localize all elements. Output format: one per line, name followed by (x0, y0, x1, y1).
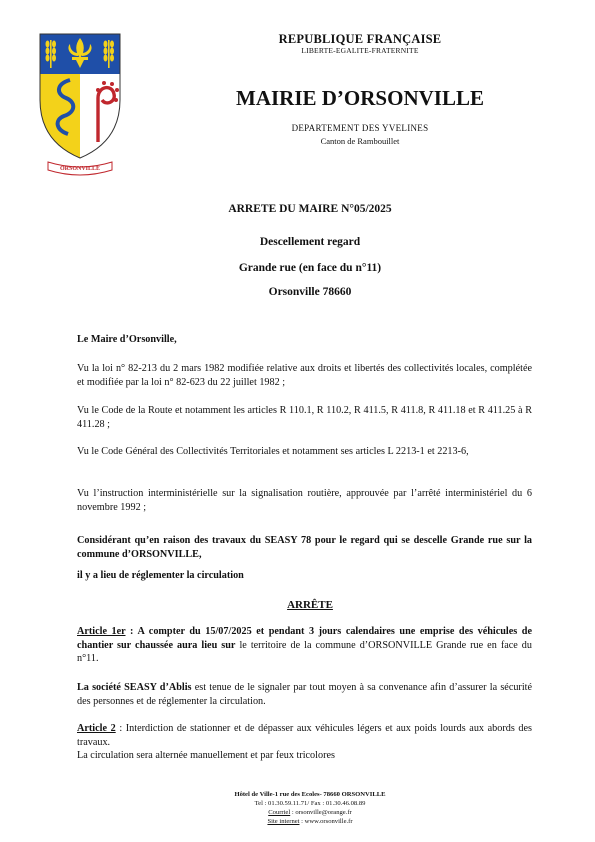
arrete-heading: ARRÊTE (287, 599, 333, 611)
article-1-label: Article 1er (77, 626, 126, 637)
mairie-title: MAIRIE D’ORSONVILLE (236, 86, 484, 110)
subject-line-3: Orsonville 78660 (268, 286, 352, 298)
footer-website-label: Site internet (267, 818, 300, 825)
article-2 (77, 722, 532, 763)
crest-banner-text: ORSONVILLE (59, 166, 101, 172)
article-1 (77, 625, 532, 666)
footer-email-label: Courriel (268, 809, 291, 816)
subject-line-1: Descellement regard (259, 236, 361, 248)
footer-email[interactable] (120, 808, 500, 817)
department-name: DEPARTEMENT DES YVELINES (291, 123, 429, 133)
subject-line-2: Grande rue (en face du n°11) (238, 262, 382, 274)
societe-paragraph (77, 681, 532, 708)
republique-heading: REPUBLIQUE FRANÇAISE (278, 32, 442, 46)
vu-paragraph-4: Vu l’instruction interministérielle sur la signalisation routière, approuvée par l’arrêté interministériel du 6 novembre 1992 ; (77, 488, 532, 513)
article-1-bold: : A compter du 15/07/2025 et pendant 3 jours calendaires une emprise des véhicules de chantier sur chaussée aura lieu sur (77, 626, 532, 651)
footer (120, 790, 500, 826)
article-2-text: : Interdiction de stationner et de dépasser aux véhicules légers et aux poids lourds aux abords des travaux. (77, 723, 533, 748)
article-2-label: Article 2 (77, 723, 116, 734)
footer-website[interactable] (120, 817, 500, 826)
vu-paragraph-1: Vu la loi n° 82-213 du 2 mars 1982 modifiée relative aux droits et libertés des collectivités locales, complétée et modifiée par la loi n° 82-623 du 22 juillet 1982 ; (77, 363, 532, 388)
vu-paragraph-3: Vu le Code Général des Collectivités Territoriales et notamment ses articles L 2213-1 et 2213-6, (77, 446, 469, 457)
footer-email-value[interactable]: : orsonville@orange.fr (290, 809, 352, 816)
republic-motto: LIBERTE-EGALITE-FRATERNITE (301, 46, 419, 55)
footer-address: Hôtel de Ville-1 rue des Ecoles- 78660 ORSONVILLE (234, 791, 386, 798)
reglementer-line: il y a lieu de réglementer la circulation (77, 570, 244, 581)
societe-name: La société SEASY d’Ablis (77, 682, 192, 693)
town-crest (34, 30, 126, 180)
considerant-paragraph: Considérant qu’en raison des travaux du SEASY 78 pour le regard qui se descelle Grande rue sur la commune d’ORSONVILLE, (77, 535, 532, 560)
footer-website-value[interactable]: : www.orsonville.fr (299, 818, 353, 825)
societe-text: est tenue de le signaler par tout moyen à sa convenance afin d’assurer la sécurité des personnes et de réglementer la circulation. (77, 682, 533, 707)
canton-name: Canton de Rambouillet (320, 136, 400, 146)
article-2-line-2: La circulation sera alternée manuellement et par feux tricolores (77, 750, 335, 761)
le-maire-line: Le Maire d’Orsonville, (77, 334, 177, 345)
footer-phone: Tel : 01.30.59.11.71/ Fax : 01.30.46.08.89 (254, 800, 366, 807)
vu-paragraph-2: Vu le Code de la Route et notamment les articles R 110.1, R 110.2, R 411.5, R 411.8, R 411.18 et R 411.25 à R 411.28 ; (77, 405, 532, 430)
arrete-number: ARRETE DU MAIRE N°05/2025 (228, 203, 392, 215)
article-1-text: le territoire de la commune d’ORSONVILLE Grande rue en face du n°11. (77, 639, 532, 664)
